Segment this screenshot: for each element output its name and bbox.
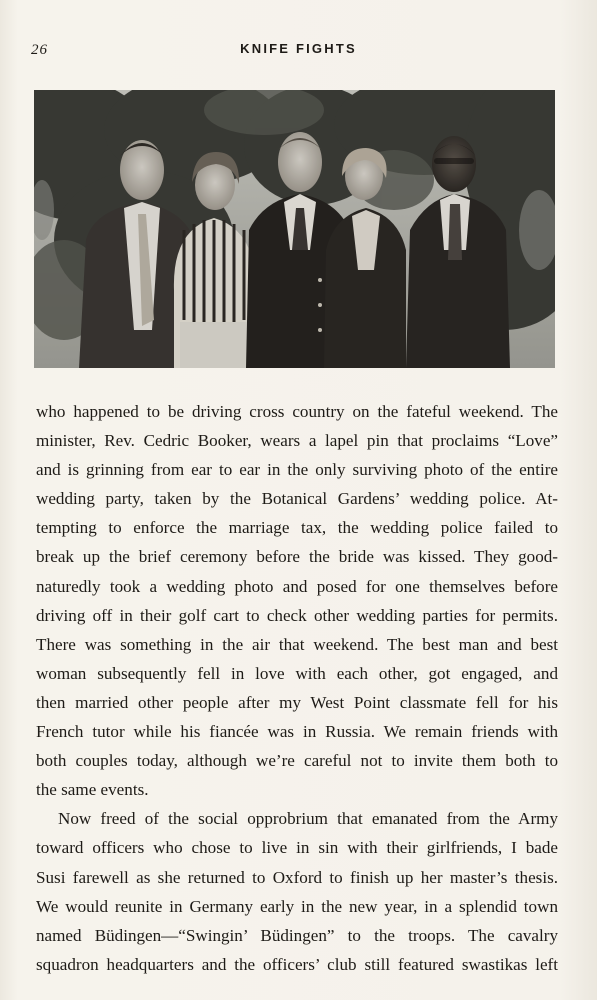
running-head-title: KNIFE FIGHTS bbox=[240, 41, 357, 56]
text-line: There was something in the air that weekend. The best man and best bbox=[36, 634, 558, 654]
text-line: squadron headquarters and the officers’ club still featured swastikas left bbox=[36, 954, 558, 974]
text-line: and is grinning from ear to ear in the only surviving photo of the entire bbox=[36, 460, 558, 480]
text-line: wedding party, taken by the Botanical Gardens’ wedding police. At- bbox=[36, 489, 558, 509]
text-line: Susi farewell as she returned to Oxford to finish up her master’s thesis. bbox=[36, 867, 558, 887]
text-line: French tutor while his fiancée was in Russia. We remain friends with bbox=[36, 722, 558, 742]
text-line: toward officers who chose to live in sin with their girlfriends, I bade bbox=[36, 838, 558, 858]
text-line: the same events. bbox=[36, 780, 149, 800]
wedding-group-photo bbox=[34, 90, 555, 368]
text-line: minister, Rev. Cedric Booker, wears a lapel pin that proclaims “Love” bbox=[36, 431, 558, 451]
text-line: woman subsequently fell in love with each other, got engaged, and bbox=[36, 663, 558, 683]
text-line: named Büdingen—“Swingin’ Büdingen” to the troops. The cavalry bbox=[36, 925, 558, 945]
text-line: break up the brief ceremony before the bride was kissed. They good- bbox=[36, 547, 558, 567]
text-line: both couples today, although we’re careful not to invite them both to bbox=[36, 751, 558, 771]
text-line: naturedly took a wedding photo and posed for one themselves before bbox=[36, 576, 558, 596]
text-line: tempting to enforce the marriage tax, the wedding police failed to bbox=[36, 518, 558, 538]
body-text bbox=[36, 397, 558, 979]
text-line: then married other people after my West Point classmate fell for his bbox=[36, 692, 558, 712]
page-number: 26 bbox=[31, 42, 48, 58]
text-line: We would reunite in Germany early in the new year, in a splendid town bbox=[36, 896, 558, 916]
text-line: driving off in their golf cart to check other wedding parties for permits. bbox=[36, 605, 558, 625]
text-line: Now freed of the social opprobrium that emanated from the Army bbox=[58, 809, 558, 829]
text-line: who happened to be driving cross country on the fateful weekend. The bbox=[36, 402, 558, 421]
